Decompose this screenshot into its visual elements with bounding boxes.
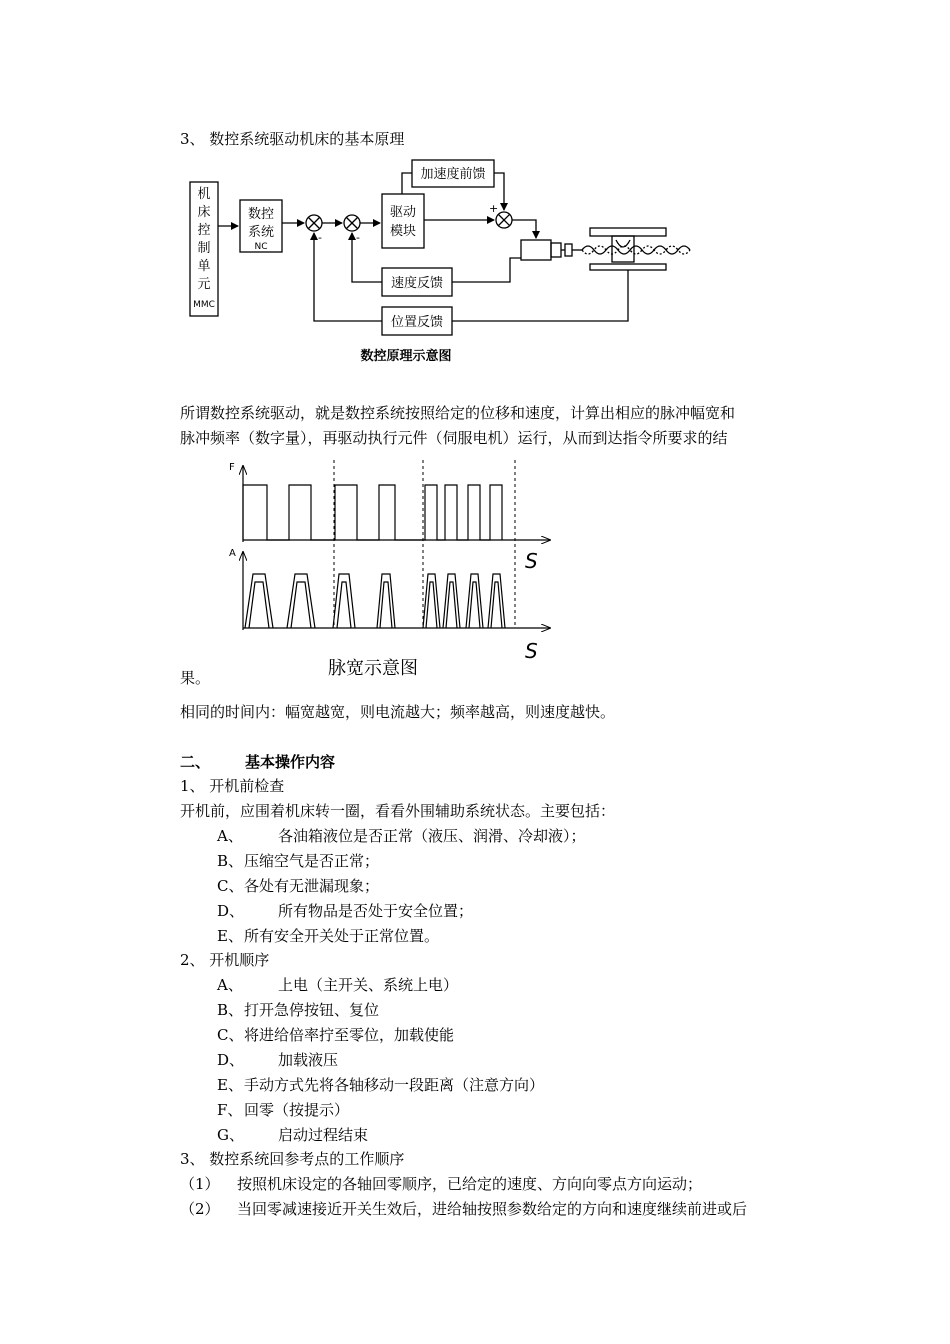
- minus-sign: -: [356, 231, 360, 244]
- list-item-label: A、: [217, 827, 243, 845]
- frequency-pulse-train: [243, 485, 502, 540]
- mmc-label-char: 单: [197, 259, 211, 274]
- axis-label-s: S: [525, 549, 538, 573]
- subsection-heading: 3、 数控系统回参考点的工作顺序: [180, 1150, 405, 1168]
- list-item-label: C、: [217, 877, 244, 895]
- list-item-label: G、: [217, 1126, 244, 1144]
- list-item-text: 所有安全开关处于正常位置。: [244, 927, 440, 945]
- nc-label: 数控: [247, 207, 275, 222]
- list-item-text: 各处有无泄漏现象；: [244, 877, 380, 895]
- list-item-label: E、: [217, 927, 243, 945]
- mmc-label-char: 制: [197, 241, 211, 256]
- list-item-label: B、: [217, 1001, 244, 1019]
- plus-sign: +: [489, 202, 499, 215]
- mmc-label-char: 控: [197, 223, 211, 238]
- list-item-label: D、: [217, 1051, 245, 1069]
- nc-label: 系统: [247, 225, 275, 240]
- list-item-text: 将进给倍率拧至零位，加载使能: [244, 1026, 455, 1044]
- accel-ff-label: 加速度前馈: [420, 167, 486, 182]
- drive-box: [382, 194, 424, 248]
- paragraph-line: 脉冲频率（数字量），再驱动执行元件（伺服电机）运行，从而到达指令所要求的结: [180, 429, 728, 447]
- paragraph-line: 相同的时间内：幅宽越宽，则电流越大；频率越高，则速度越快。: [180, 703, 616, 721]
- list-item-text: 加载液压: [278, 1051, 339, 1069]
- list-item-text: 按照机床设定的各轴回零顺序，已给定的速度、方向向零点方向运动；: [237, 1175, 703, 1193]
- diagram-caption: 脉宽示意图: [328, 658, 418, 679]
- list-item-text: 上电（主开关、系统上电）: [278, 976, 459, 994]
- axis-label-a: A: [229, 548, 236, 559]
- list-item-label: C、: [217, 1026, 244, 1044]
- mmc-label-char: 床: [197, 205, 211, 220]
- diagram-caption: 数控原理示意图: [360, 349, 452, 364]
- paragraph-line: 果。: [180, 669, 211, 687]
- position-feedback-label: 位置反馈: [390, 315, 444, 330]
- list-item-text: 各油箱液位是否正常（液压、润滑、冷却液）；: [278, 827, 586, 845]
- servo-motor: [521, 240, 551, 260]
- axis-label-s: S: [525, 639, 538, 663]
- section-heading: 3、 数控系统驱动机床的基本原理: [180, 130, 405, 148]
- subsection-heading: 1、 开机前检查: [180, 777, 285, 795]
- list-item-label: F、: [217, 1101, 243, 1119]
- list-item-label: E、: [217, 1076, 243, 1094]
- list-item-text: 启动过程结束: [278, 1126, 369, 1144]
- mmc-abbr: MMC: [193, 300, 215, 310]
- list-item-text: 压缩空气是否正常；: [244, 852, 380, 870]
- ball-screw: [582, 246, 690, 254]
- minus-sign: -: [318, 231, 322, 244]
- worktable: [590, 228, 666, 236]
- list-item-label: A、: [217, 976, 243, 994]
- list-item-text: 所有物品是否处于安全位置；: [278, 902, 474, 920]
- list-item-text: 当回零减速接近开关生效后，进给轴按照参数给定的方向和速度继续前进或后: [237, 1200, 748, 1218]
- paragraph-line: 所谓数控系统驱动，就是数控系统按照给定的位移和速度，计算出相应的脉冲幅宽和: [180, 404, 736, 422]
- list-item-text: 手动方式先将各轴移动一段距离（注意方向）: [244, 1076, 545, 1094]
- list-item-text: 打开急停按钮、复位: [244, 1001, 380, 1019]
- drive-label: 模块: [389, 224, 417, 239]
- list-item-label: B、: [217, 852, 244, 870]
- list-item-text: 回零（按提示）: [244, 1101, 350, 1119]
- cnc-principle-diagram: [180, 150, 700, 375]
- paragraph-line: 开机前，应围着机床转一圈，看看外围辅助系统状态。主要包括：: [180, 802, 616, 820]
- nc-abbr: NC: [254, 242, 268, 252]
- list-item-label: D、: [217, 902, 245, 920]
- amplitude-pulse-train: [245, 574, 505, 628]
- section-number: 二、: [180, 753, 211, 771]
- section-title: 基本操作内容: [245, 753, 336, 771]
- speed-feedback-label: 速度反馈: [390, 276, 444, 291]
- drive-label: 驱动: [389, 205, 417, 220]
- axis-label-f: F: [229, 462, 235, 473]
- mmc-label-char: 机: [197, 187, 211, 202]
- list-item-label: （2）: [180, 1200, 220, 1218]
- pulse-width-diagram: [225, 452, 565, 682]
- list-item-label: （1）: [180, 1175, 220, 1193]
- mmc-label-char: 元: [197, 277, 211, 292]
- subsection-heading: 2、 开机顺序: [180, 951, 270, 969]
